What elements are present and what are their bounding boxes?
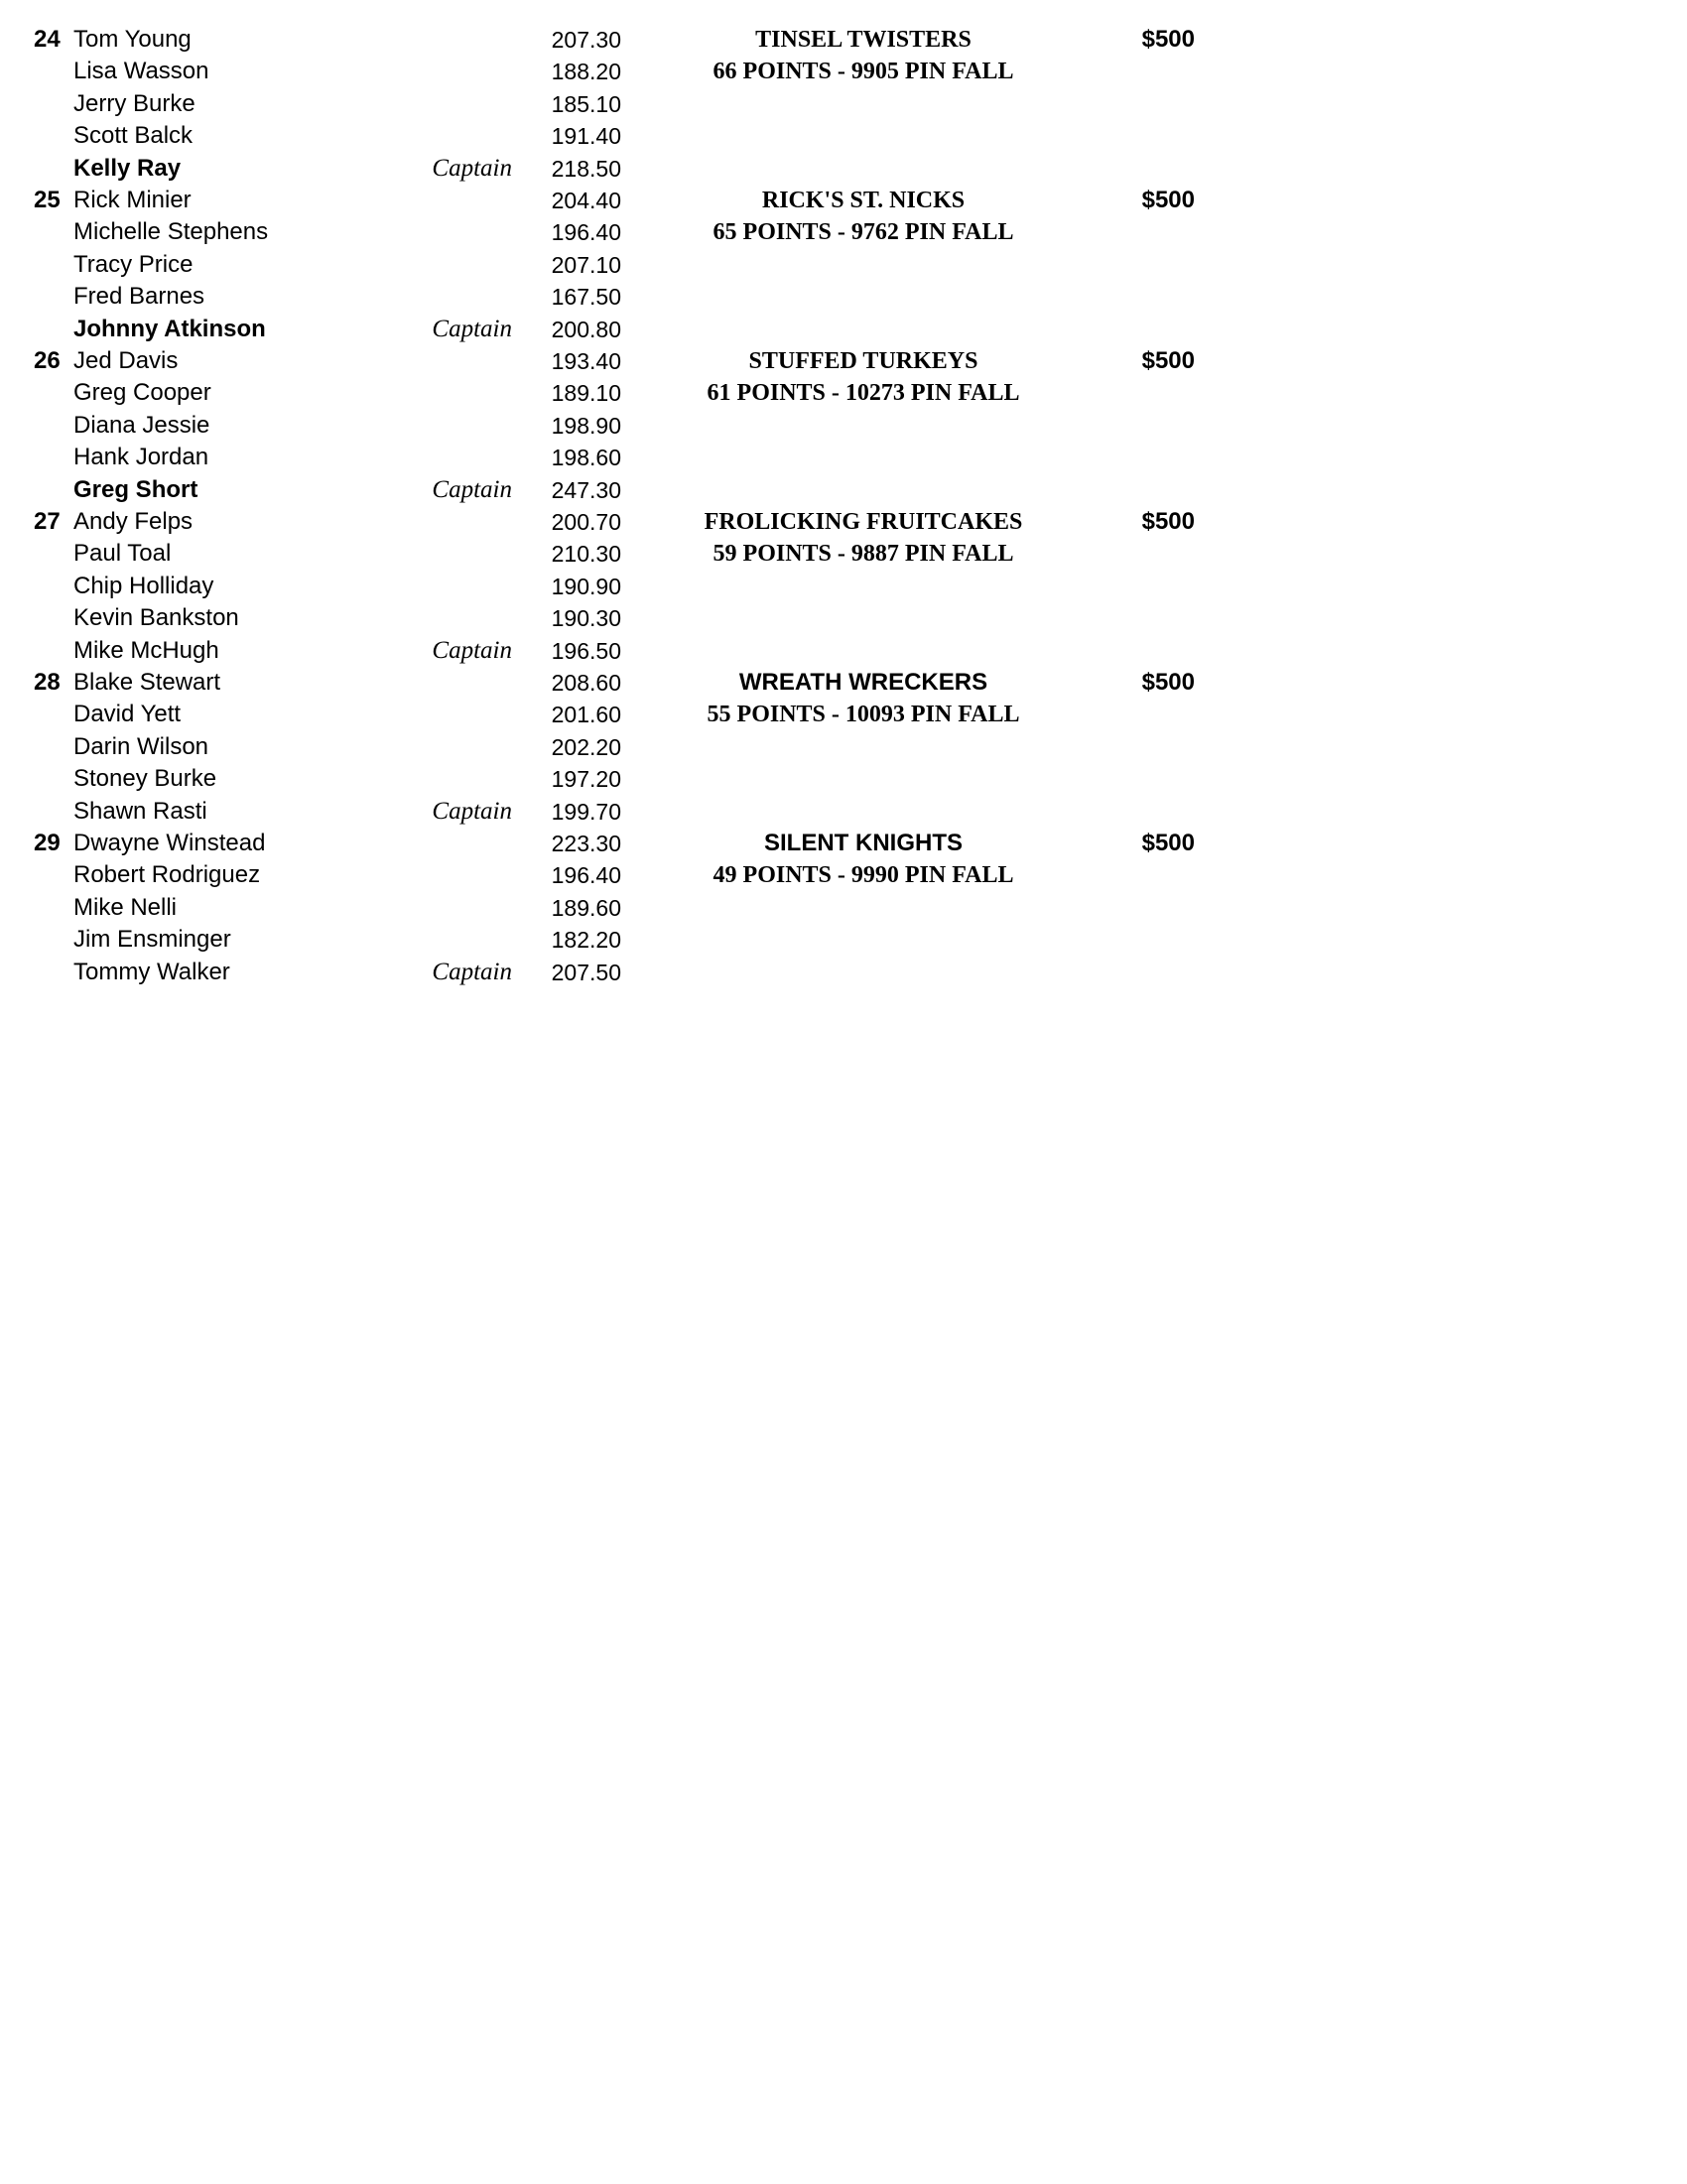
player-row bbox=[0, 56, 1687, 87]
player-role bbox=[397, 345, 512, 377]
player-name: Jim Ensminger bbox=[73, 926, 231, 954]
team-prize: $500 bbox=[1141, 830, 1195, 856]
player-role bbox=[397, 56, 512, 87]
player-role: Captain bbox=[432, 958, 512, 985]
player-name: Tom Young bbox=[73, 26, 192, 53]
team-stats: 66 POINTS - 9905 PIN FALL bbox=[713, 59, 1014, 85]
player-average: 207.50 bbox=[551, 959, 621, 985]
player-row bbox=[0, 859, 1687, 891]
player-name: Lisa Wasson bbox=[73, 58, 209, 85]
player-name: Paul Toal bbox=[73, 540, 172, 568]
player-name: Stoney Burke bbox=[73, 765, 217, 793]
team-stats: 49 POINTS - 9990 PIN FALL bbox=[713, 862, 1014, 889]
team-rank: 24 bbox=[34, 26, 61, 53]
player-row bbox=[0, 185, 1687, 216]
player-role bbox=[397, 763, 512, 795]
player-average: 207.10 bbox=[551, 251, 621, 278]
player-role bbox=[397, 731, 512, 763]
player-role bbox=[397, 185, 512, 216]
player-name: David Yett bbox=[73, 701, 182, 728]
player-row bbox=[0, 731, 1687, 763]
player-name: Greg Cooper bbox=[73, 379, 211, 407]
player-name: Andy Felps bbox=[73, 508, 194, 535]
player-role bbox=[397, 571, 512, 602]
player-row bbox=[0, 538, 1687, 570]
player-role bbox=[397, 120, 512, 152]
player-name: Tracy Price bbox=[73, 250, 194, 278]
player-average: 167.50 bbox=[551, 284, 621, 311]
player-average: 197.20 bbox=[551, 766, 621, 793]
player-row bbox=[0, 892, 1687, 924]
team-name: WREATH WRECKERS bbox=[738, 669, 988, 696]
player-average: 191.40 bbox=[551, 123, 621, 150]
team-name: RICK'S ST. NICKS bbox=[761, 188, 966, 213]
player-average: 223.30 bbox=[551, 831, 621, 856]
player-name: Kelly Ray bbox=[73, 154, 182, 182]
team-name: FROLICKING FRUITCAKES bbox=[704, 509, 1023, 535]
player-name: Diana Jessie bbox=[73, 411, 210, 439]
player-average: 200.70 bbox=[551, 509, 621, 535]
player-role bbox=[397, 281, 512, 313]
team-prize: $500 bbox=[1141, 669, 1195, 696]
player-name: Mike McHugh bbox=[73, 636, 219, 664]
team-stats: 61 POINTS - 10273 PIN FALL bbox=[707, 380, 1020, 407]
player-row bbox=[0, 763, 1687, 795]
player-row bbox=[0, 249, 1687, 281]
team-rank: 28 bbox=[34, 669, 61, 696]
team-name: TINSEL TWISTERS bbox=[755, 27, 972, 53]
player-role bbox=[397, 859, 512, 891]
player-name: Darin Wilson bbox=[73, 732, 209, 760]
team-prize: $500 bbox=[1141, 347, 1195, 374]
player-average: 185.10 bbox=[551, 90, 621, 117]
player-name: Rick Minier bbox=[73, 187, 192, 213]
player-row bbox=[0, 602, 1687, 634]
player-name: Hank Jordan bbox=[73, 444, 209, 471]
player-name: Dwayne Winstead bbox=[73, 830, 266, 856]
player-row bbox=[0, 410, 1687, 442]
player-name: Chip Holliday bbox=[73, 572, 214, 599]
player-average: 204.40 bbox=[551, 188, 621, 213]
player-role bbox=[397, 442, 512, 473]
player-average: 247.30 bbox=[551, 476, 621, 503]
player-name: Tommy Walker bbox=[73, 958, 230, 985]
player-role bbox=[397, 924, 512, 956]
player-role: Captain bbox=[432, 315, 512, 342]
player-row bbox=[0, 88, 1687, 120]
player-role bbox=[397, 377, 512, 409]
player-name: Fred Barnes bbox=[73, 283, 205, 311]
player-name: Scott Balck bbox=[73, 122, 194, 150]
player-role bbox=[397, 602, 512, 634]
player-role: Captain bbox=[432, 636, 512, 664]
player-row bbox=[0, 506, 1687, 538]
player-row bbox=[0, 442, 1687, 473]
player-average: 193.40 bbox=[551, 348, 621, 374]
player-average: 196.40 bbox=[551, 862, 621, 889]
team-prize: $500 bbox=[1141, 26, 1195, 53]
player-role bbox=[397, 24, 512, 56]
player-average: 207.30 bbox=[551, 27, 621, 53]
player-name: Robert Rodriguez bbox=[73, 861, 261, 889]
player-row bbox=[0, 474, 1687, 506]
player-name: Shawn Rasti bbox=[73, 797, 207, 825]
player-role bbox=[397, 699, 512, 730]
player-average: 198.60 bbox=[551, 445, 621, 471]
player-name: Johnny Atkinson bbox=[73, 315, 266, 342]
player-row bbox=[0, 635, 1687, 667]
player-average: 190.30 bbox=[551, 605, 621, 632]
team-stats: 65 POINTS - 9762 PIN FALL bbox=[713, 219, 1014, 246]
player-row bbox=[0, 153, 1687, 185]
player-average: 201.60 bbox=[551, 702, 621, 728]
player-average: 198.90 bbox=[551, 412, 621, 439]
player-name: Jed Davis bbox=[73, 347, 179, 374]
player-average: 208.60 bbox=[551, 670, 621, 696]
player-row bbox=[0, 216, 1687, 248]
player-row bbox=[0, 345, 1687, 377]
team-block-29 bbox=[0, 828, 1687, 988]
team-rank: 25 bbox=[34, 187, 61, 213]
player-row bbox=[0, 24, 1687, 56]
player-average: 188.20 bbox=[551, 59, 621, 85]
player-name: Kevin Bankston bbox=[73, 604, 239, 632]
player-role bbox=[397, 410, 512, 442]
player-average: 190.90 bbox=[551, 573, 621, 599]
player-role bbox=[397, 506, 512, 538]
player-name: Michelle Stephens bbox=[73, 218, 269, 246]
player-row bbox=[0, 667, 1687, 699]
player-row bbox=[0, 281, 1687, 313]
team-rank: 29 bbox=[34, 830, 61, 856]
player-name: Jerry Burke bbox=[73, 89, 195, 117]
player-role bbox=[397, 538, 512, 570]
player-average: 196.40 bbox=[551, 219, 621, 246]
player-name: Blake Stewart bbox=[73, 669, 221, 696]
team-block-26 bbox=[0, 345, 1687, 506]
team-block-25 bbox=[0, 185, 1687, 345]
player-row bbox=[0, 120, 1687, 152]
player-average: 196.50 bbox=[551, 637, 621, 664]
team-name: STUFFED TURKEYS bbox=[748, 348, 978, 374]
player-role: Captain bbox=[432, 797, 512, 825]
player-role: Captain bbox=[432, 154, 512, 182]
player-row bbox=[0, 828, 1687, 859]
player-role bbox=[397, 828, 512, 859]
player-role bbox=[397, 892, 512, 924]
team-block-28 bbox=[0, 667, 1687, 828]
player-average: 199.70 bbox=[551, 798, 621, 825]
team-rank: 26 bbox=[34, 347, 61, 374]
team-prize: $500 bbox=[1141, 508, 1195, 535]
player-average: 210.30 bbox=[551, 541, 621, 568]
player-role bbox=[397, 88, 512, 120]
player-role bbox=[397, 216, 512, 248]
player-row bbox=[0, 957, 1687, 988]
player-row bbox=[0, 796, 1687, 828]
player-name: Greg Short bbox=[73, 475, 198, 503]
team-prize: $500 bbox=[1141, 187, 1195, 213]
player-name: Mike Nelli bbox=[73, 893, 178, 921]
player-role bbox=[397, 249, 512, 281]
player-average: 182.20 bbox=[551, 927, 621, 954]
team-stats: 55 POINTS - 10093 PIN FALL bbox=[707, 702, 1020, 728]
player-row bbox=[0, 377, 1687, 409]
player-role: Captain bbox=[432, 475, 512, 503]
player-row bbox=[0, 571, 1687, 602]
player-row bbox=[0, 314, 1687, 345]
player-average: 189.60 bbox=[551, 894, 621, 921]
team-rank: 27 bbox=[34, 508, 61, 535]
team-name: SILENT KNIGHTS bbox=[763, 830, 963, 856]
player-average: 218.50 bbox=[551, 155, 621, 182]
player-row bbox=[0, 699, 1687, 730]
player-role bbox=[397, 667, 512, 699]
player-average: 200.80 bbox=[551, 316, 621, 342]
player-average: 189.10 bbox=[551, 380, 621, 407]
team-block-27 bbox=[0, 506, 1687, 667]
player-average: 202.20 bbox=[551, 733, 621, 760]
team-stats: 59 POINTS - 9887 PIN FALL bbox=[713, 541, 1014, 568]
player-row bbox=[0, 924, 1687, 956]
team-block-24 bbox=[0, 24, 1687, 185]
